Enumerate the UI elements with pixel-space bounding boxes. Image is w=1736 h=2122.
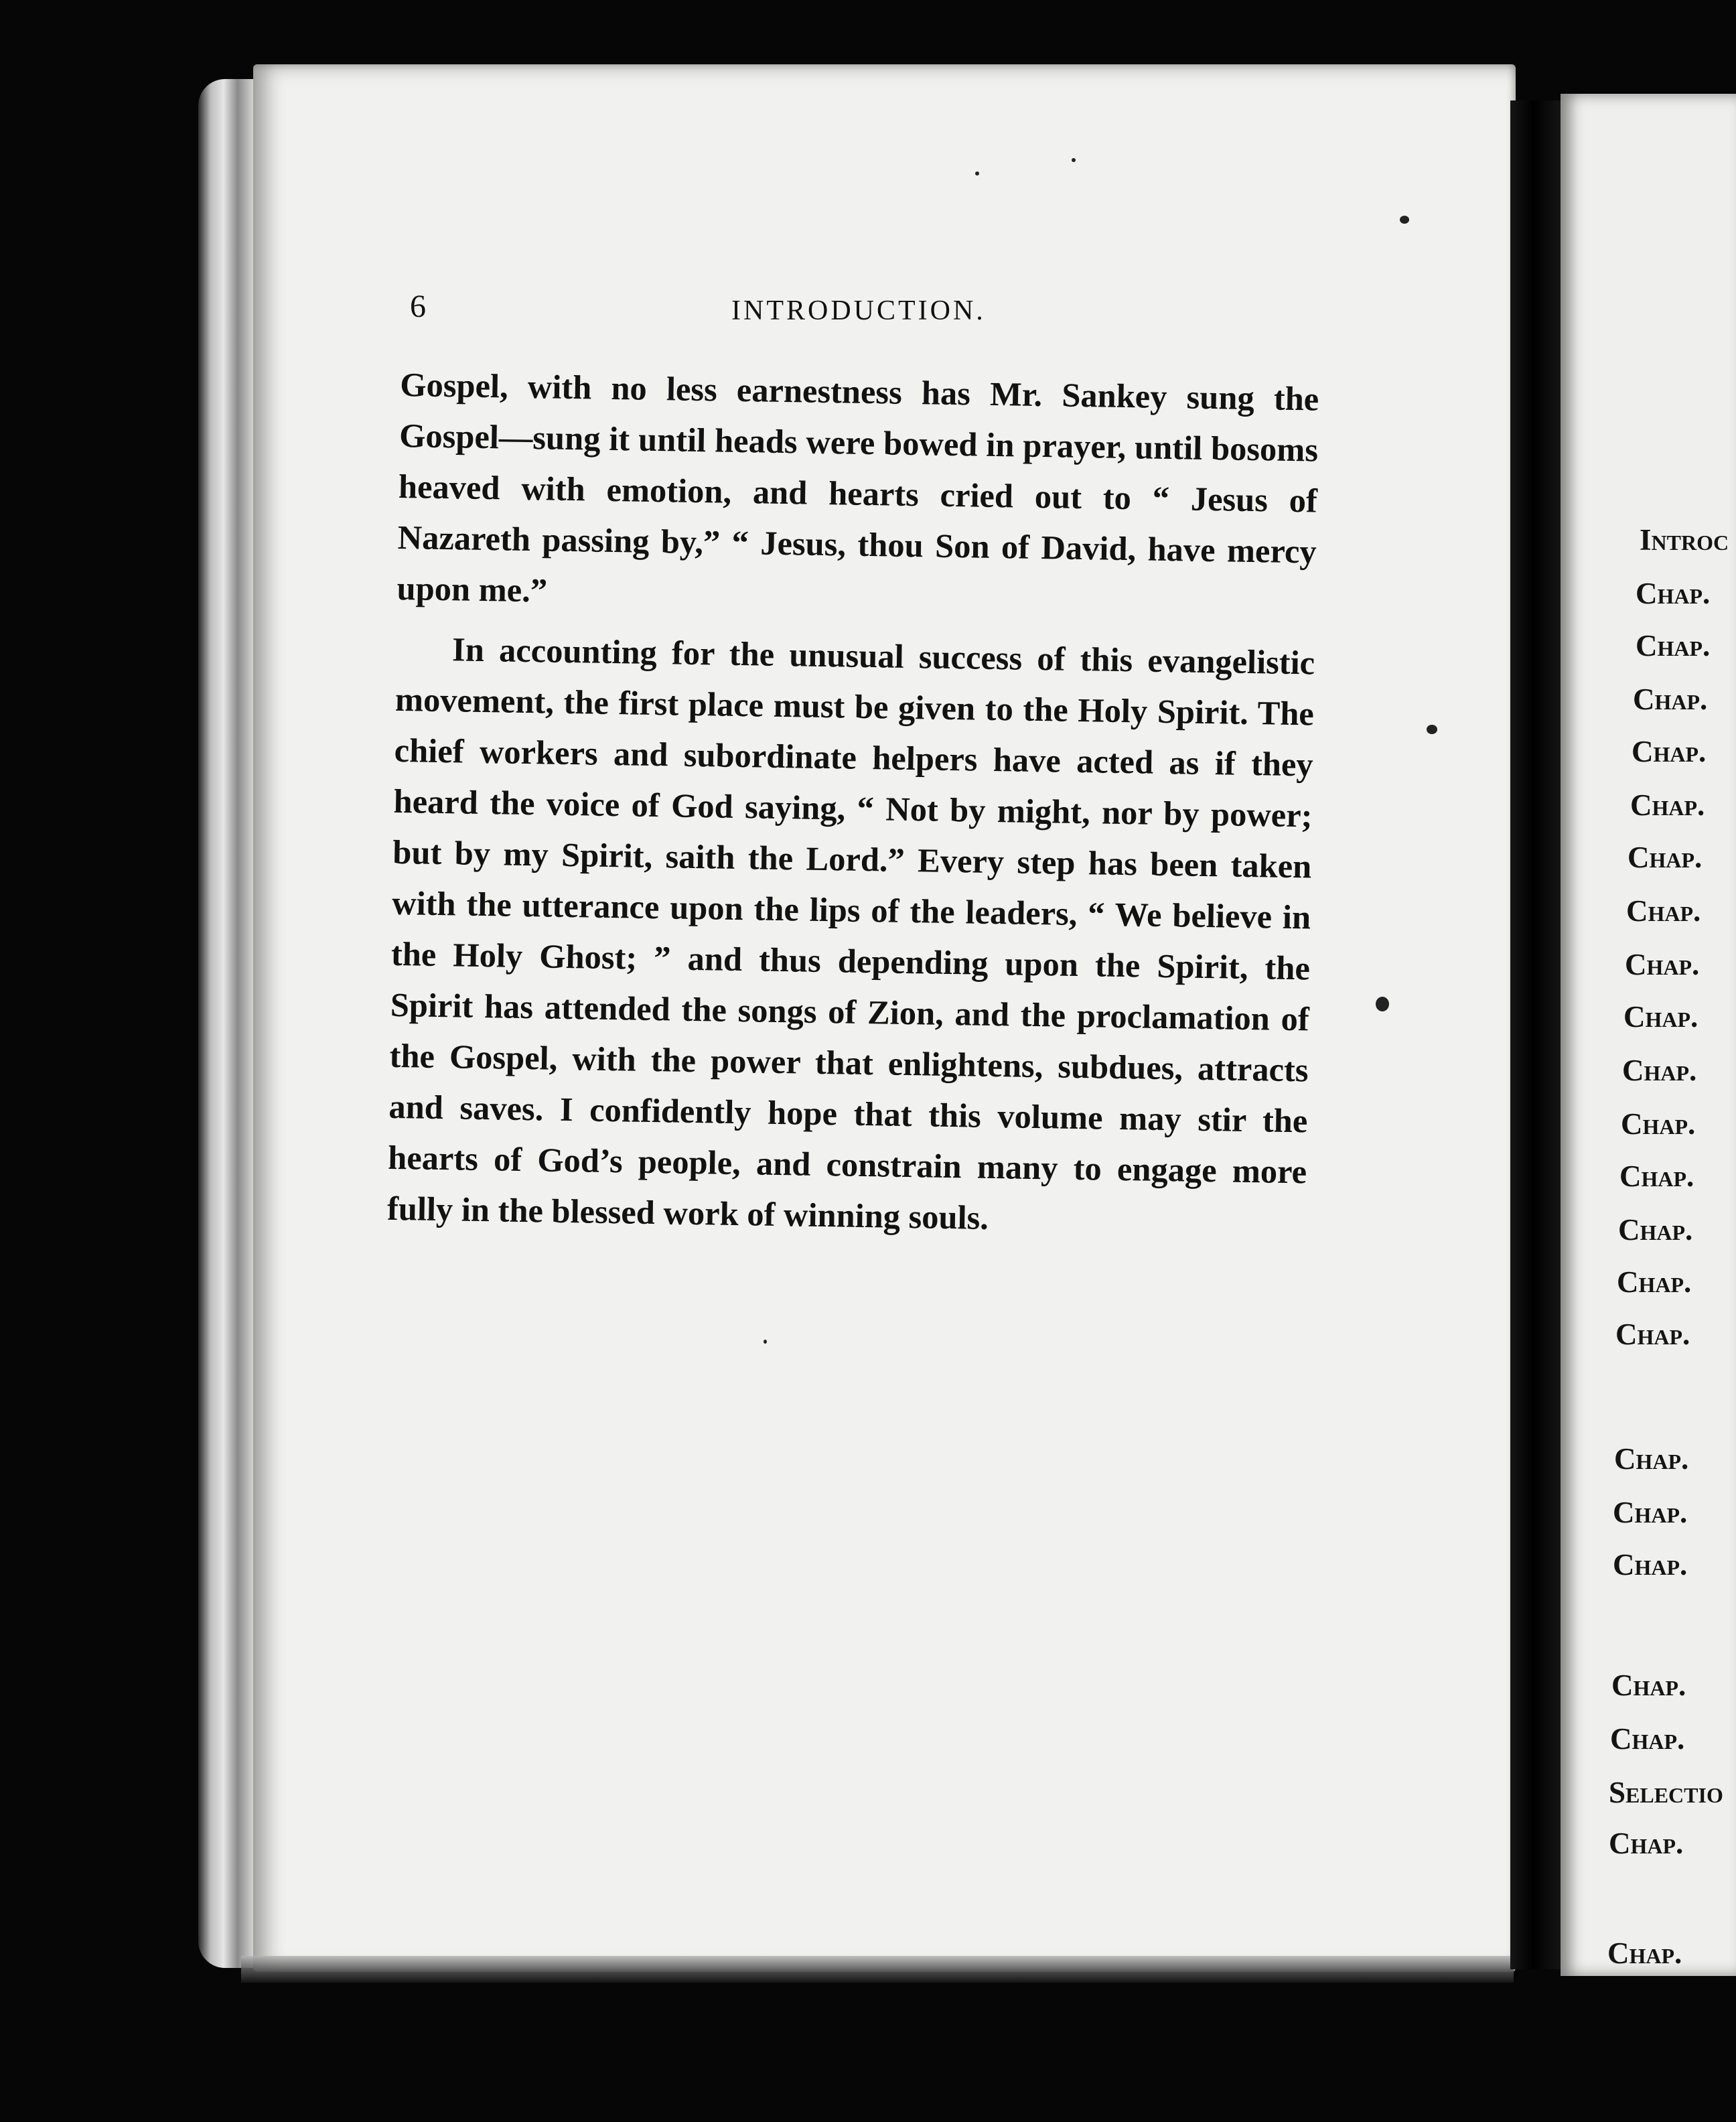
- toc-item: Chap.: [1613, 1548, 1688, 1581]
- toc-item: Chap.: [1611, 1669, 1686, 1702]
- scan-speck: [764, 1340, 767, 1344]
- scan-speck: [1376, 997, 1389, 1011]
- toc-item: Chap.: [1625, 948, 1700, 981]
- toc-item: Selectio: [1609, 1776, 1723, 1809]
- toc-item: Chap.: [1610, 1722, 1685, 1756]
- body-text: [386, 359, 1319, 1248]
- toc-item: Chap.: [1633, 683, 1708, 716]
- toc-item: Chap.: [1617, 1265, 1692, 1299]
- toc-item: Chap.: [1622, 1054, 1697, 1087]
- running-title: INTRODUCTION.: [731, 295, 986, 326]
- toc-item: Chap.: [1626, 894, 1701, 928]
- toc-item: Chap.: [1619, 1159, 1694, 1193]
- toc-item: Chap.: [1621, 1107, 1696, 1141]
- toc-item: Chap.: [1623, 1000, 1698, 1034]
- toc-item: Chap.: [1628, 841, 1703, 874]
- paragraph-1: Gospel, with no less earnestness has Mr. Sankey sung the Gospel—sung it until heads were bowed in prayer, until bosoms heaved with emotion, and hearts cried out to “ Jesus of Nazareth passing by,” “ Jesus, thou Son of David, have mercy upon me.”: [396, 365, 1319, 610]
- toc-item: Chap.: [1614, 1442, 1689, 1476]
- scan-speck: [1427, 725, 1437, 734]
- toc-item: Chap.: [1632, 735, 1707, 768]
- page-number: 6: [410, 289, 426, 324]
- scan-speck: [1400, 216, 1409, 224]
- toc-item: Chap.: [1609, 1827, 1684, 1860]
- scan-speck: [975, 171, 979, 175]
- toc-item: Chap.: [1636, 629, 1711, 662]
- toc-item: Chap.: [1636, 577, 1711, 610]
- toc-item: Chap.: [1630, 788, 1705, 822]
- toc-item: Chap.: [1618, 1213, 1693, 1247]
- scan-speck: [1072, 158, 1076, 162]
- page-bottom-edge: [241, 1956, 1514, 1983]
- toc-item: Chap.: [1613, 1496, 1688, 1529]
- book-gutter: [1510, 100, 1567, 1969]
- toc-item: Chap.: [1607, 1936, 1682, 1970]
- toc-item: Introc: [1640, 523, 1729, 557]
- paragraph-2: In accounting for the unusual success of this evangelistic movement, the first place must be given to the Holy Spirit. The chief workers and subordinate helpers have acted as if they heard the voice of God saying, “ Not by might, nor by power; but by my Spirit, saith the Lord.” Every step has been taken with the utterance upon the lips of the leaders, “ We believe in the Holy Ghost; ” and thus depending upon the Spirit, the Spirit has attended the songs of Zion, and the proclamation of the Gospel, with the power that enlightens, subdues, attracts and saves. I confidently hope that this volume may stir the hearts of God’s people, and constrain many to engage more fully in the blessed work of winning souls.: [386, 630, 1315, 1236]
- toc-item: Chap.: [1615, 1318, 1690, 1351]
- book-edge: [198, 79, 255, 1968]
